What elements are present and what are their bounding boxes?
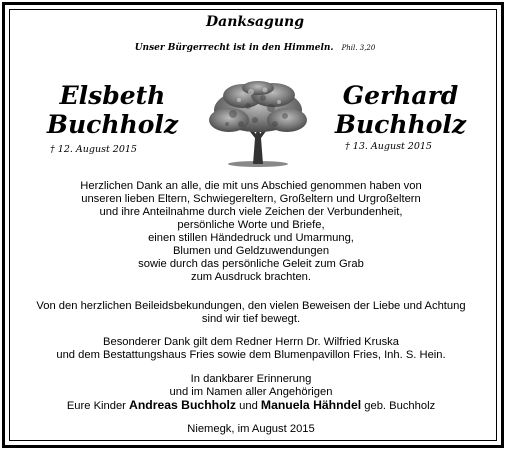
verse-line (0, 43, 510, 53)
special-thanks-paragraph (14, 336, 488, 362)
first-name-right: Gerhard (342, 81, 459, 110)
tree-icon (203, 80, 313, 168)
text-line: unseren lieben Eltern, Schwiegereltern, Großeltern und Urgroßeltern (81, 193, 421, 205)
text-line: In dankbarer Erinnerung (190, 373, 312, 385)
text-line: Von den herzlichen Beileidsbekundungen, den vielen Beweisen der Liebe und Achtung (36, 300, 466, 312)
bible-verse: Unser Bürgerrecht ist in den Himmeln. (134, 43, 334, 53)
text-line: und ihre Anteilnahme durch viele Zeichen der Verbundenheit, (99, 206, 403, 218)
death-date-right: † 13. August 2015 (345, 141, 432, 152)
condolence-paragraph (14, 300, 488, 326)
signature-prefix: Eure Kinder (66, 400, 126, 412)
signature-line (14, 399, 488, 413)
closing-paragraph (14, 373, 488, 413)
signature-name-2: Manuela Hähndel (260, 398, 362, 412)
thanks-paragraph (14, 180, 488, 284)
text-line: und im Namen aller Angehörigen (169, 386, 333, 398)
text-line: Blumen und Geldzuwendungen (172, 245, 330, 257)
last-name-left: Buchholz (46, 110, 179, 139)
text-line: sind wir tief bewegt. (201, 313, 301, 325)
place-and-date: Niemegk, im August 2015 (187, 423, 315, 435)
first-name-left: Elsbeth (59, 81, 166, 110)
deceased-name-left (30, 81, 195, 139)
signature-name-1: Andreas Buchholz (129, 398, 237, 412)
text-line: Besonderer Dank gilt dem Redner Herrn Dr. Wilfried Kruska (103, 336, 399, 348)
text-line: persönliche Worte und Briefe, (177, 219, 325, 231)
death-date-left: † 12. August 2015 (50, 144, 137, 155)
verse-reference: Phil. 3,20 (341, 44, 376, 52)
text-line: einen stillen Händedruck und Umarmung, (148, 232, 354, 244)
signature-connector: und (239, 400, 258, 412)
text-line: zum Ausdruck brachten. (190, 271, 311, 283)
text-line: und dem Bestattungshaus Fries sowie dem Blumenpavillon Fries, Inh. S. Hein. (56, 349, 446, 361)
deceased-name-right (318, 81, 483, 139)
text-line: Herzlichen Dank an alle, die mit uns Abschied genommen haben von (80, 180, 422, 192)
signature-suffix: geb. Buchholz (364, 400, 436, 412)
last-name-right: Buchholz (334, 110, 467, 139)
notice-title: Danksagung (206, 14, 304, 30)
text-line: sowie durch das persönliche Geleit zum Grab (138, 258, 364, 270)
